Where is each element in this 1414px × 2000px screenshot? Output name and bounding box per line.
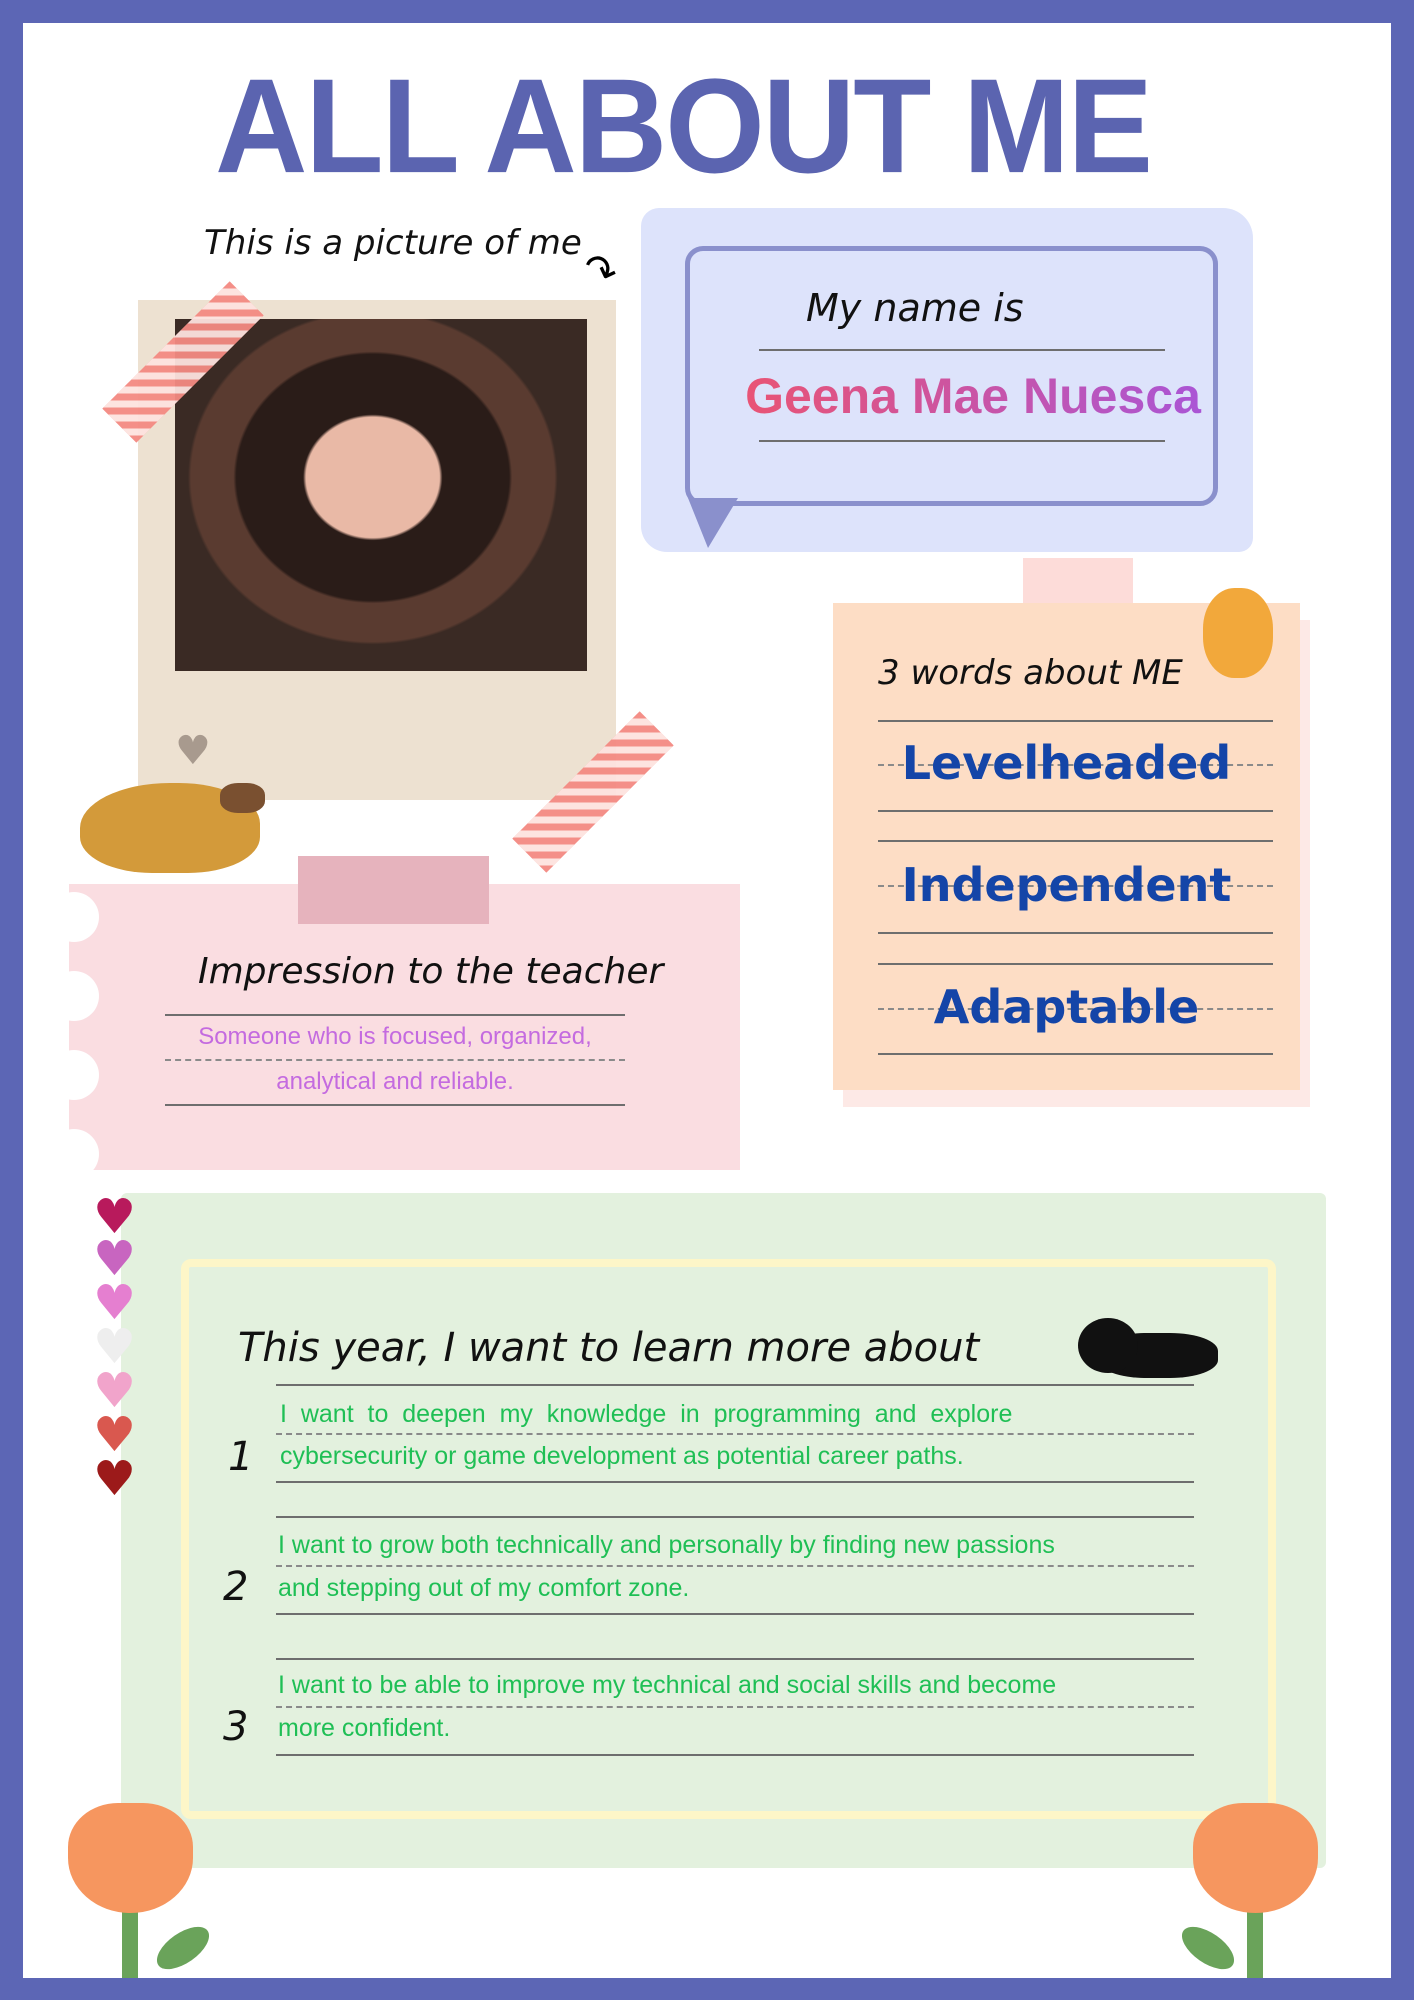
tulip-sticker [1183,1803,1333,1978]
heart-icon: ♥ [93,1319,137,1375]
word-1: Levelheaded [901,736,1232,790]
learn-item-2-line-1: I want to grow both technically and personally by finding new passions [278,1531,1055,1559]
heart-icon: ♥ [93,1231,137,1287]
learn-item-3-line-2: more confident. [278,1714,451,1742]
impression-line-1: Someone who is focused, organized, [198,1023,592,1050]
impression-line-2: analytical and reliable. [276,1068,514,1095]
heart-icon: ♥ [93,1189,137,1245]
learn-item-3-line-1: I want to be able to improve my technical and social skills and become [278,1671,1057,1699]
worksheet-page [23,23,1391,1978]
cat-sticker [1183,568,1283,688]
curved-arrow-icon: ↷ [576,243,624,299]
polaroid-frame [138,300,616,800]
heart-icon: ♥ [93,1275,137,1331]
heart-icon: ♥ [93,1363,137,1419]
impression-label: Impression to the teacher [198,951,664,992]
learn-item-1-line-2: cybersecurity or game development as potential career paths. [280,1442,964,1470]
page-title: ALL ABOUT ME [215,51,1151,202]
heart-icon: ♥ [93,1451,137,1507]
learn-item-1-line-1: I want to deepen my knowledge in programming and explore [280,1400,1013,1428]
learn-heading: This year, I want to learn more about [238,1325,980,1371]
capybara-sticker: ♥ [80,763,265,883]
tape [298,856,489,924]
speech-bubble-tail [688,498,738,548]
heart-icon: ♥ [93,1407,137,1463]
word-3: Adaptable [933,980,1200,1034]
learn-item-2-line-2: and stepping out of my comfort zone. [278,1574,690,1602]
name-label: My name is [806,286,1024,330]
item-number: 2 [223,1564,249,1610]
item-number: 3 [223,1704,249,1750]
picture-caption: This is a picture of me [204,223,582,263]
tape [1023,558,1133,603]
item-number: 1 [228,1434,254,1480]
black-cat-sticker [1073,1308,1223,1388]
word-2: Independent [901,858,1232,912]
profile-photo [175,319,587,671]
tulip-sticker [58,1803,208,1978]
three-words-label: 3 words about ME [878,653,1183,693]
student-name: Geena Mae Nuesca [693,365,1253,427]
